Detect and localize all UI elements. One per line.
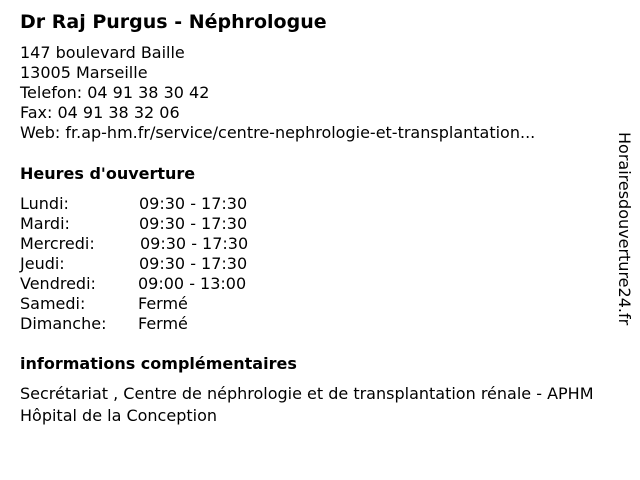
opening-hours-heading: Heures d'ouverture bbox=[20, 164, 196, 183]
day-label: Mardi: bbox=[20, 214, 70, 233]
day-label: Jeudi: bbox=[20, 254, 65, 273]
day-label: Mercredi: bbox=[20, 234, 95, 253]
page-title: Dr Raj Purgus - Néphrologue bbox=[20, 11, 327, 33]
day-label: Samedi: bbox=[20, 294, 86, 313]
address-block bbox=[20, 43, 535, 143]
day-hours: 09:30 - 17:30 bbox=[140, 234, 249, 253]
address-street: 147 boulevard Baille bbox=[20, 43, 185, 62]
brand-site-name: Horairesdouverture24.fr bbox=[615, 132, 634, 326]
fax-number: Fax: 04 91 38 32 06 bbox=[20, 103, 180, 122]
day-hours: 09:30 - 17:30 bbox=[139, 194, 248, 213]
website-link[interactable]: Web: fr.ap-hm.fr/service/centre-nephrologie-et-transplantation... bbox=[20, 123, 536, 142]
day-hours: 09:30 - 17:30 bbox=[139, 254, 248, 273]
day-hours: Fermé bbox=[138, 294, 188, 313]
day-hours: Fermé bbox=[138, 314, 188, 333]
day-hours: 09:30 - 17:30 bbox=[139, 214, 248, 233]
phone-number: Telefon: 04 91 38 30 42 bbox=[20, 83, 210, 102]
day-label: Lundi: bbox=[20, 194, 69, 213]
address-city: 13005 Marseille bbox=[20, 63, 148, 82]
additional-info-text: Secrétariat , Centre de néphrologie et de transplantation rénale - APHM Hôpital de la Conception bbox=[20, 384, 594, 425]
day-label: Dimanche: bbox=[20, 314, 107, 333]
day-label: Vendredi: bbox=[20, 274, 96, 293]
additional-info-heading: informations complémentaires bbox=[20, 354, 297, 373]
day-hours: 09:00 - 13:00 bbox=[138, 274, 247, 293]
brand-watermark bbox=[612, 132, 636, 346]
